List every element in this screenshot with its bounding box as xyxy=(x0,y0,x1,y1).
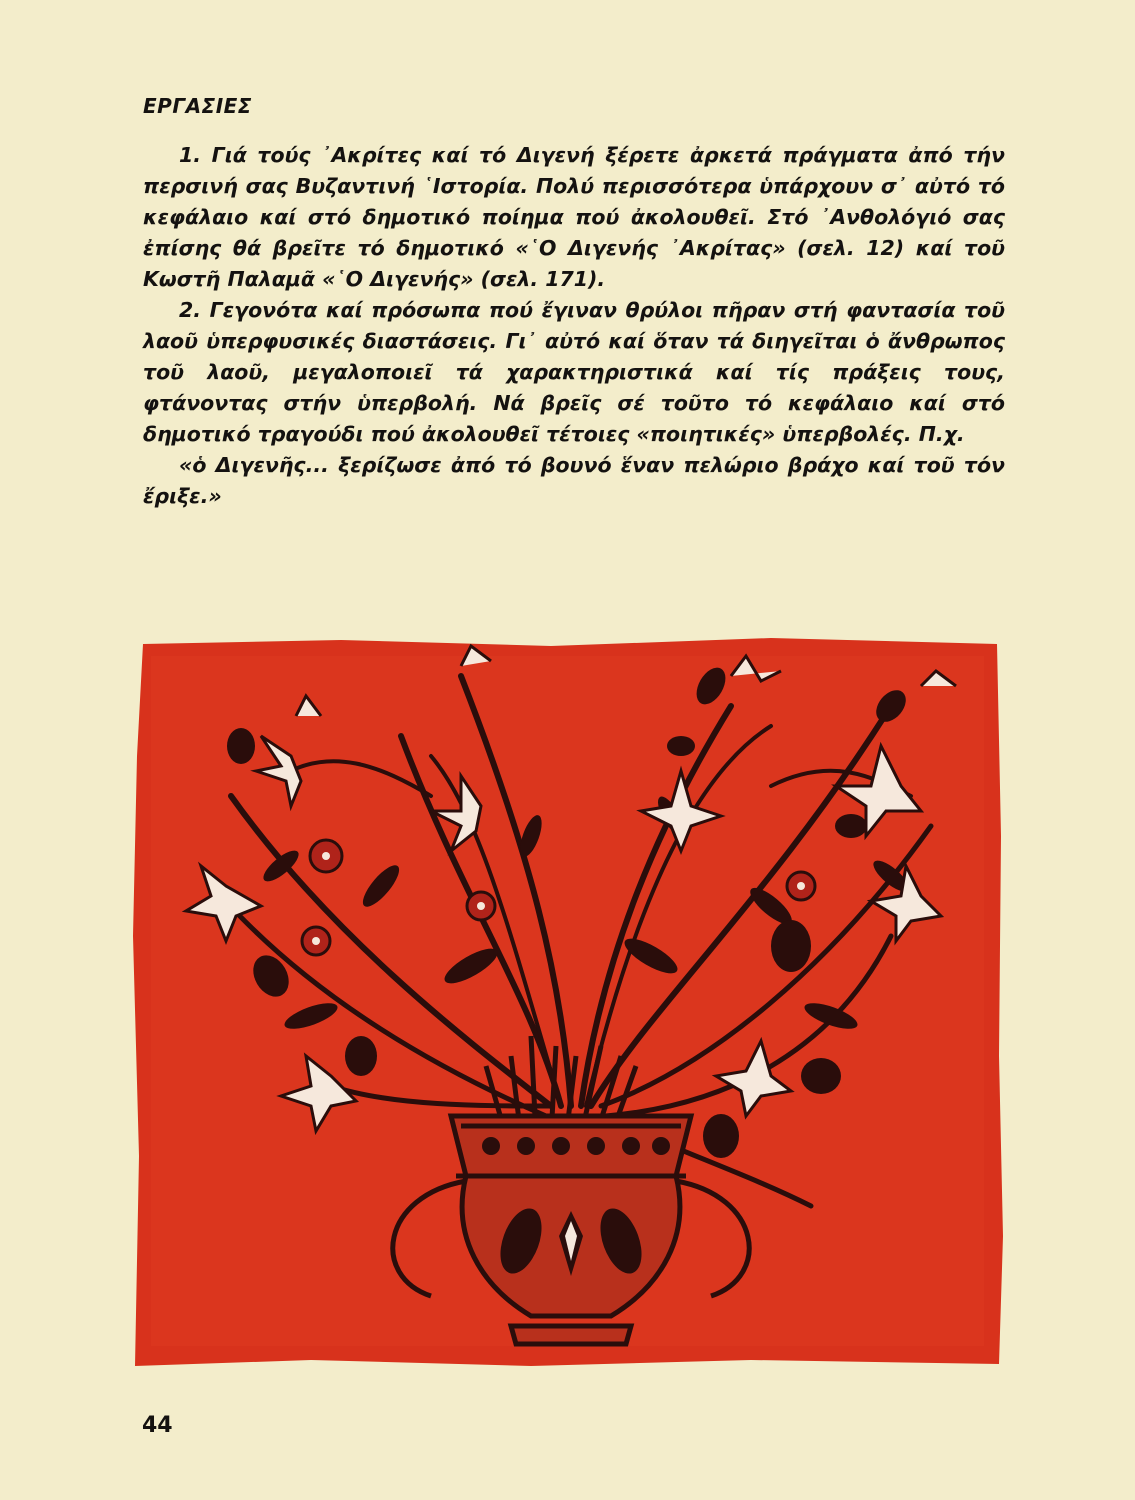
exercise-paragraph-2: 2. Γεγονότα καί πρόσωπα πού ἔγιναν θρύλοι πῆραν στή φαντασία τοῦ λαοῦ ὑπερφυσικές διαστάσεις. Γι᾿ αὐτό καί ὅταν τά διηγεῖται ὁ ἄνθρωπος τοῦ λαοῦ, μεγαλοποιεῖ τά χαρακτηριστικά καί τίς πράξεις τους, φτάνοντας στήν ὑπερβολή. Νά βρεῖς σέ τοῦτο τό κεφάλαιο καί στό δημοτικό τραγούδι πού ἀκολουθεῖ τέτοιες «ποιητικές» ὑπερβολές. Π.χ. xyxy=(143,298,1005,446)
exercises-text xyxy=(143,140,1005,512)
page-number: 44 xyxy=(142,1413,173,1438)
quote-paragraph: «ὁ Διγενῆς... ξερίζωσε ἀπό τό βουνό ἕναν πελώριο βράχο καί τοῦ τόν ἔριξε.» xyxy=(143,453,1005,508)
exercise-paragraph-1: 1. Γιά τούς ᾿Ακρίτες καί τό Διγενή ξέρετε ἀρκετά πράγματα ἀπό τήν περσινή σας Βυζαντινή ῾Ιστορία. Πολύ περισσότερα ὑπάρχουν σ᾿ αὐτό τό κεφάλαιο καί στό δημοτικό ποίημα πού ἀκολουθεῖ. Στό ᾿Ανθολόγιό σας ἐπίσης θά βρεῖτε τό δημοτικό «῾Ο Διγενής ᾿Ακρίτας» (σελ. 12) καί τοῦ Κωστῆ Παλαμᾶ «῾Ο Διγενής» (σελ. 171). xyxy=(143,143,1005,291)
section-heading: ΕΡΓΑΣΙΕΣ xyxy=(143,94,252,118)
flower-vase-painting xyxy=(131,636,1004,1368)
